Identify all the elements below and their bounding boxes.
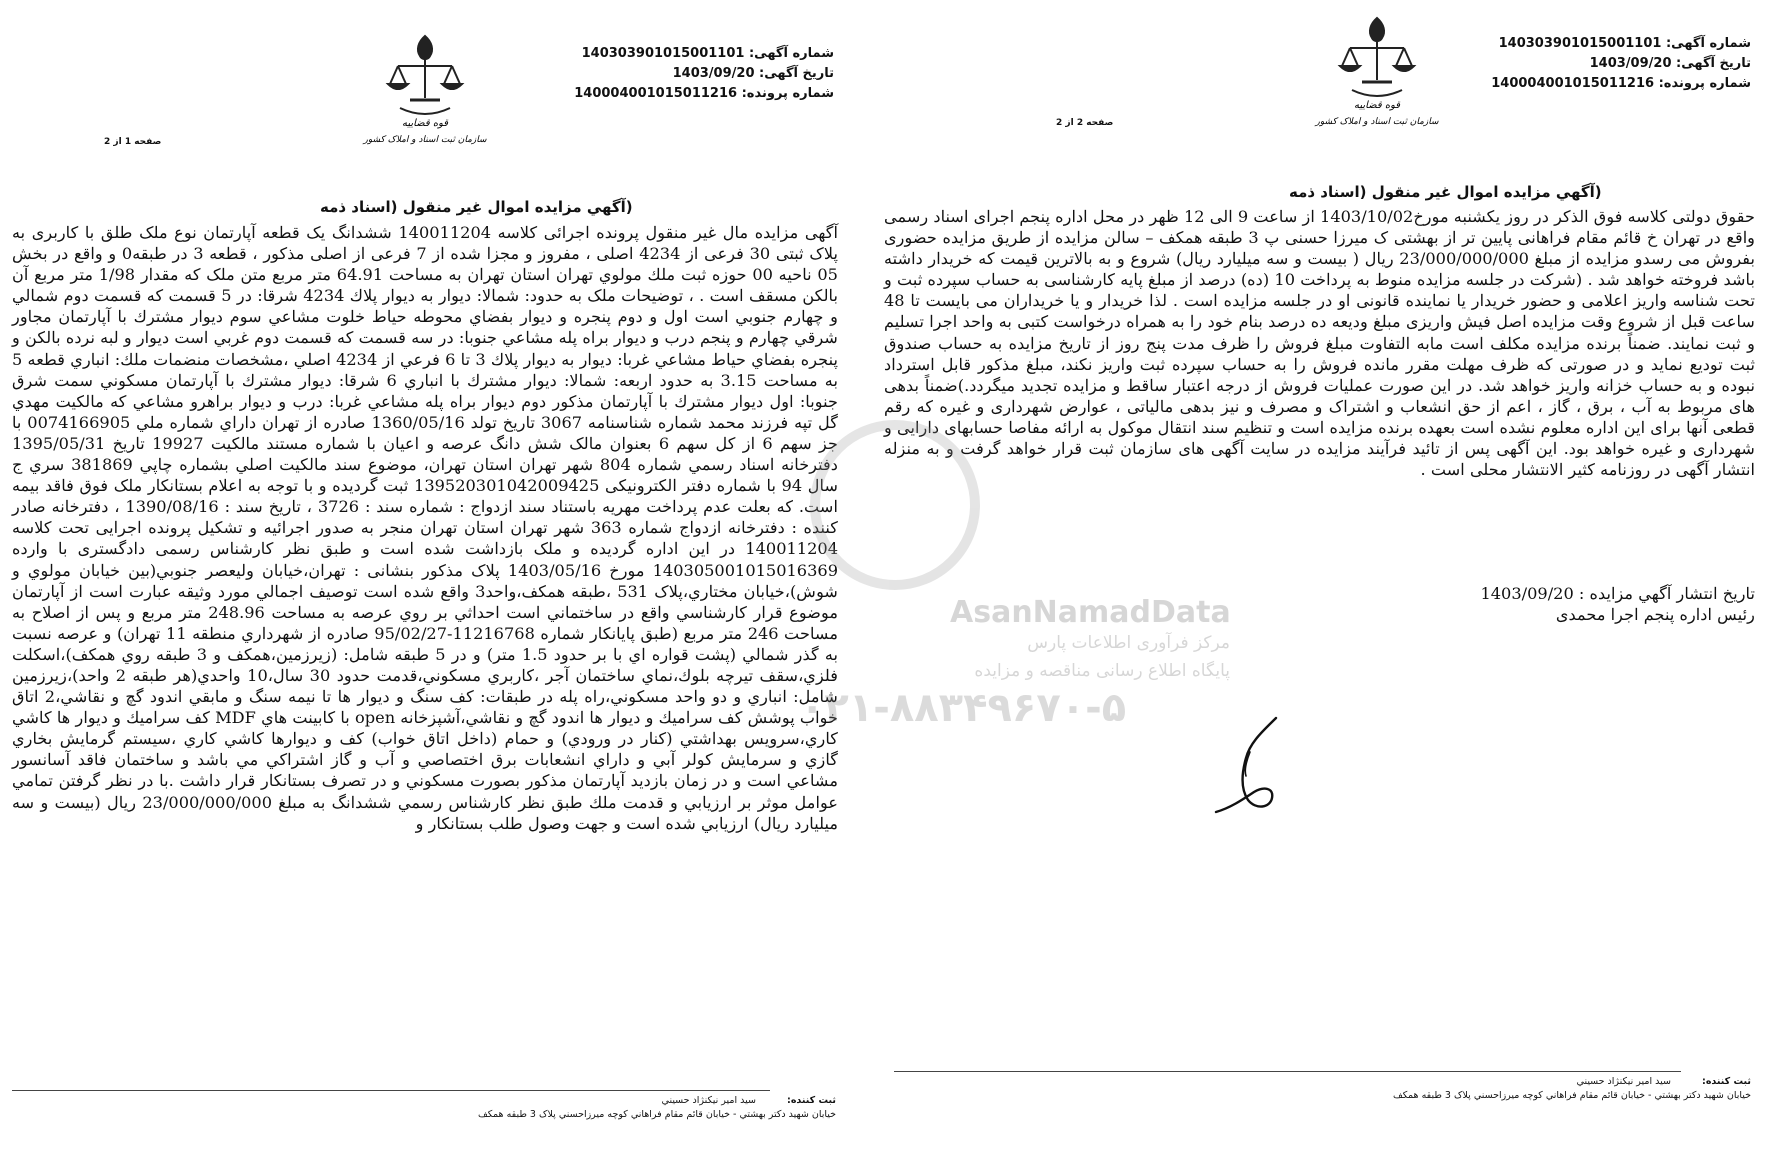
footer-divider bbox=[12, 1090, 770, 1091]
document-title: (آگهي مزايده اموال غير منقول (اسناد ذمه bbox=[1289, 183, 1602, 201]
ad-date: 1403/09/20 bbox=[1589, 56, 1672, 71]
file-number: 140004001015011216 bbox=[574, 86, 738, 101]
recorder-label: ثبت کننده: bbox=[1702, 1076, 1751, 1087]
watermark-line-1: مرکز فرآوری اطلاعات پارس bbox=[1027, 633, 1230, 653]
ad-number-row: شماره آگهی: 140303901015001101 bbox=[581, 46, 834, 61]
page-1 bbox=[0, 0, 850, 1161]
watermark-line-2: پایگاه اطلاع رسانی مناقصه و مزایده bbox=[974, 661, 1230, 681]
svg-text:سازمان ثبت اسناد و املاک کشور: سازمان ثبت اسناد و املاک کشور bbox=[363, 135, 487, 145]
svg-text:سازمان ثبت اسناد و املاک کشور: سازمان ثبت اسناد و املاک کشور bbox=[1315, 117, 1439, 127]
ad-date-row: تاریخ آگهی: 1403/09/20 bbox=[1589, 56, 1751, 71]
page-indicator: صفحه 1 از 2 bbox=[104, 137, 162, 147]
judiciary-emblem-icon bbox=[1315, 10, 1439, 130]
watermark-phone: ۰۲۱-۸۸۳۴۹۶۷۰-۵ bbox=[800, 685, 1127, 731]
header-meta bbox=[1491, 34, 1751, 94]
announcement-date-label: تاريخ انتشار آگهي مزايده : bbox=[1578, 584, 1755, 603]
footer-address: خيابان شهيد دكتر بهشتي - خيابان قائم مقام فراهاني كوچه ميرزاحسني پلاک 3 طبقه همکف bbox=[1392, 1090, 1751, 1101]
svg-text:قوه قضاییه: قوه قضاییه bbox=[1353, 100, 1401, 111]
svg-text:قوه قضاییه: قوه قضاییه bbox=[401, 118, 449, 129]
handwritten-signature-icon bbox=[1206, 712, 1292, 822]
announcement-date: 1403/09/20 bbox=[1480, 584, 1574, 603]
announcement-date-row bbox=[1480, 583, 1755, 604]
ad-number: 140303901015001101 bbox=[581, 46, 745, 61]
recorder-row bbox=[1393, 1075, 1751, 1089]
footer bbox=[478, 1094, 836, 1122]
auction-notice-body: آگهی مزایده مال غیر منقول پرونده اجرائی کلاسه 140011204 ششدانگ یک قطعه آپارتمان نوع ملک طلق با کاربری به پلاک ثبتی 30 فرعی از 4234 اصلی ، مفروز و مجزا شده از 7 فرعی از اصلی مذکور ، قطعه 3 در طبقه0 و واقع در بخش 05 ناحیه 00 حوزه ثبت ملك مولوي تهران استان تهران به مساحت 64.91 متر مربع متن ملک که مقدار 1/98 متر مربع آن بالکن مسقف است . ، توضیحات ملک به حدود: شمالا: ديوار به ديوار پلاك 4234 شرقا: در 5 قسمت كه قسمت دوم شمالي و چهارم جنوبي است اول و دوم پنجره و ديوار بفضاي محوطه حياط خلوت مشاعي سوم ديوار مشترك با آپارتمان مجاور شرقي چهارم و پنجم درب و ديوار براه پله مشاعي جنوبا: در سه قسمت كه قسمت دوم غربي است ديوار و لبه نرده بالكن و پنجره بفضاي حياط مشاعي غربا: ديوار به ديوار پلاك 3 تا 6 فرعي از 4234 اصلي ،مشخصات منضمات ملك: انباري قطعه 5 به مساحت 3.15 به حدود اربعه: شمالا: ديوار مشترك با انباري 6 شرقا: ديوار مشترك با آپارتمان مسكوني سمت شرق جنوبا: اول ديوار مشترك با آپارتمان مذكور دوم ديوار براه پله مشاعي غربا: درب و ديوار براهرو مشاعي كه مالكيت مهدي گل تپه فرزند محمد شماره شناسنامه 3067 تاريخ تولد 1360/05/16 صادره از تهران داراي شماره ملي 0074166905 با جز سهم 6 از کل سهم 6 بعنوان مالک شش دانگ عرصه و اعيان با شماره مستند مالكيت 19927 تاریخ 1395/05/31 دفترخانه اسناد رسمي شماره 804 شهر تهران استان تهران، موضوع سند مالكيت اصلي بشماره چاپي 381869 سري ج سال 94 با شماره دفتر الکترونیکی 139520301042009425 ثبت گرديده و با توجه به اعلام بستانكار ملک فوق فاقد بیمه است. که بعلت عدم پرداخت مهریه باستناد سند ازدواج : شماره سند : 3726 ، تاریخ سند : 1390/08/16 ، دفترخانه صادر کننده : دفترخانه ازدواج شماره 363 شهر تهران استان تهران منجر به صدور اجرائیه و تشکیل پرونده اجرایی تحت کلاسه 140011204 در این اداره گردیده و ملک بازداشت شده است و طبق نظر کارشناس رسمی دادگستری با وارده 140305001015016369 مورخ 1403/05/16 پلاک مذکور بنشانی : تهران،خيابان وليعصر جنوبي(بين خيابان مولوي و شوش)،خيابان مختاري،پلاک 531 ،طبقه همكف،واحد3 واقع شده است توصيف اجمالي مورد وثيقه عبارت است از آپارتمان موضوع قرار كارشناسي واقع در ساختماني است احداثي بر روي عرصه به مساحت 248.96 متر مربع و پس از اصلاح به مساحت 246 متر مربع (طبق پايانكار شماره 11216768-95/02/27 صادره از شهرداري منطقه 11 تهران) و عرصه نسبت به گذر شمالي (پشت قواره اي با بر حدود 1.5 متر) و در 5 طبقه شامل: (زيرزمين،همكف و 3 طبقه روي همكف)،اسكلت فلزي،سقف تيرچه بلوك،نماي ساختمان آجر ،كاربري مسكوني،قدمت حدود 30 سال،10 واحدي(هر طبقه 2 واحد)،زيرزمين شامل: انباري و دو واحد مسكوني،راه پله در طبقات: كف سنگ و ديوار ها تا نيمه سنگ و مابقي اندود گچ و نقاشي،2 اتاق خواب پوشش كف سراميك و ديوار ها اندود گچ و نقاشي،آشپزخانه open با كابينت هاي MDF كف سراميك و ديوار ها كاشي كاري،سرويس بهداشتي (كنار در ورودي) و حمام (داخل اتاق خواب) كف و ديوارها كاشي كاري ،سيستم گرمايش بخاري گازي و سرمايش كولر آبي و داراي انشعابات برق اختصاصي و آب و گاز اشتراكي مي باشد و ساختمان فاقد آسانسور مشاعي است و در زمان بازديد آپارتمان مذكور بصورت مسكوني و در تصرف بستانكار قرار داشت .با در نظر گرفتن تمامي عوامل موثر بر ارزيابي و قدمت ملك طبق نظر كارشناس رسمي ششدانگ به مبلغ 23/000/000/000 ريال (بيست و سه ميليارد ريال) ارزيابي شده است و جهت وصول طلب بستانكار و bbox=[12, 223, 839, 833]
recorder-row bbox=[478, 1094, 836, 1108]
footer bbox=[1393, 1075, 1751, 1103]
file-number: 140004001015011216 bbox=[1491, 76, 1655, 91]
ad-date-row: تاریخ آگهی: 1403/09/20 bbox=[672, 66, 834, 81]
footer-address: خيابان شهيد دكتر بهشتي - خيابان قائم مقام فراهاني كوچه ميرزاحسني پلاک 3 طبقه همکف bbox=[477, 1109, 836, 1120]
footer-divider bbox=[894, 1071, 1681, 1072]
ad-date: 1403/09/20 bbox=[672, 66, 755, 81]
watermark-brand: AsanNamadData bbox=[950, 595, 1231, 630]
file-number-row: شماره پرونده: 140004001015011216 bbox=[1491, 76, 1751, 91]
recorder-name: سيد امير نيكنژاد حسيني bbox=[1576, 1076, 1671, 1087]
signer-name: رئیس اداره پنجم اجرا محمدی bbox=[1555, 605, 1755, 624]
file-number-row: شماره پرونده: 140004001015011216 bbox=[574, 86, 834, 101]
page-2 bbox=[884, 0, 1769, 1161]
ad-number-row: شماره آگهی: 140303901015001101 bbox=[1498, 36, 1751, 51]
recorder-label: ثبت کننده: bbox=[787, 1095, 836, 1106]
document-title: (آگهي مزايده اموال غير منقول (اسناد ذمه bbox=[320, 198, 633, 216]
page-indicator: صفحه 2 از 2 bbox=[1056, 118, 1114, 128]
auction-notice-body: حقوق دولتی کلاسه فوق الذکر در روز یکشنبه مورخ1403/10/02 از ساعت 9 الی 12 ظهر در محل اداره پنجم اجرای اسناد رسمی واقع در تهران خ قائم مقام فراهانی پایین تر از بهشتی ک میرزا حسنی پ 3 طبقه همکف – سالن مزایده از طریق مزایده حضوری بفروش می رسدو مزایده از مبلغ 23/000/000/000 ریال ( بیست و سه میلیارد ریال) شروع و به بالاترین قیمت که خریدار داشته باشد فروخته خواهد شد . (شرکت در جلسه مزایده منوط به پرداخت 10 (ده) درصد از مبلغ پایه کارشناسی به حساب سپرده ثبت و تحت شناسه واریز اعلامی و حضور خریدار یا نماینده قانونی او در جلسه مزایده است . لذا خریدار و یا خریداران می بایست تا 48 ساعت قبل از شروع وقت مزایده اصل فیش واریزی مبلغ ودیعه ده درصد بنام خود را به همراه درخواست کتبی به واحد اجرا تسلیم و ثبت نمایند. ضمناً برنده مزایده مکلف است مابه التفاوت مبلغ فروش را ظرف مدت پنج روز از تاریخ مزایده به حساب صندوق ثبت تودیع نماید و در صورتی که ظرف مهلت مقرر مانده فروش را به حساب سپرده ثبت واریز نکند، مبلغ مذکور قابل استرداد نبوده و به حساب خزانه واریز خواهد شد. در این صورت عملیات فروش از درجه اعتبار ساقط و مزایده تجدید میگردد.)ضمناً بدهی های مربوط به آب ، برق ، گاز ، اعم از حق انشعاب و اشتراک و مصرف و نیز بدهی مالیاتی ، عوارض شهرداری و غیره که رقم قطعی آنها برای این اداره معلوم نشده است بعهده برنده مزایده است و تنظیم سند انتقال موکول به ارائه مفاصا حسابهای دارایی و شهرداری و غیره خواهد بود. این آگهی پس از تائید فرآیند مزایده در سایت آگهی های سازمان ثبت قرار خواهد گرفت و به منزله انتشار آگهی در روزنامه کثیر الانتشار محلی است . bbox=[884, 207, 1756, 480]
header-meta bbox=[574, 44, 834, 104]
judiciary-emblem-icon bbox=[363, 28, 487, 148]
ad-number: 140303901015001101 bbox=[1498, 36, 1662, 51]
recorder-name: سيد امير نيكنژاد حسيني bbox=[661, 1095, 756, 1106]
